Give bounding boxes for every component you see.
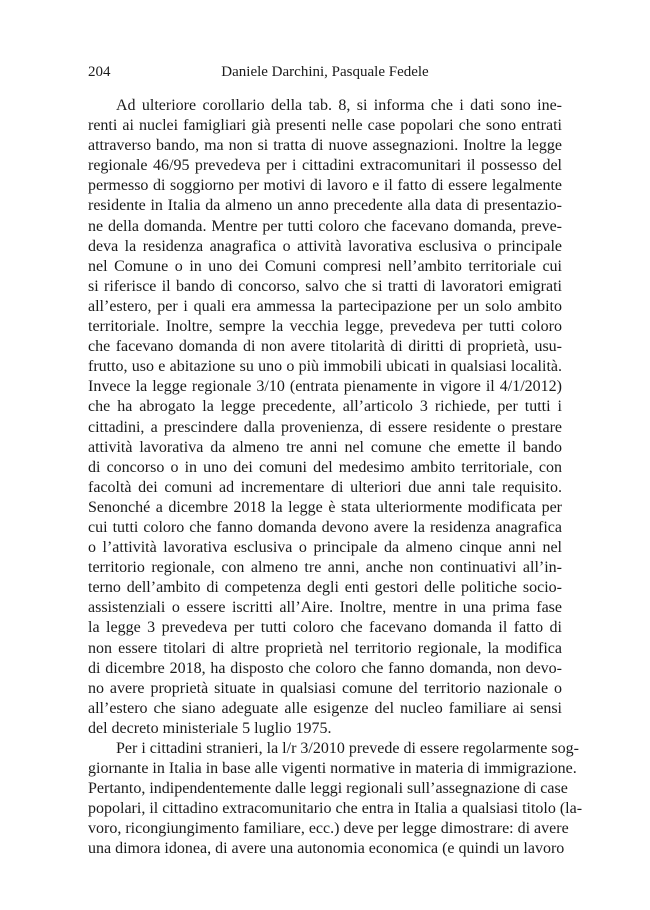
text-line: cittadini, a prescindere dalla provenienza, di essere residente o prestare xyxy=(88,418,562,436)
text-line: di dicembre 2018, ha disposto che coloro che fanno domanda, non devo- xyxy=(88,659,562,677)
text-line: Pertanto, indipendentemente dalle leggi regionali sull’assegnazione di case xyxy=(88,780,568,798)
paragraph xyxy=(88,739,583,860)
text-line: giornante in Italia in base alle vigenti normative in materia di immigrazione. xyxy=(88,760,577,778)
text-line: del decreto ministeriale 5 luglio 1975. xyxy=(88,719,332,737)
text-line: deva la residenza anagrafica o attività lavorativa esclusiva o principale xyxy=(88,237,562,255)
text-line: attività lavorativa da almeno tre anni nel comune che emette il bando xyxy=(88,438,562,456)
text-line: regionale 46/95 prevedeva per i cittadini extracomunitari il possesso del xyxy=(88,157,562,175)
text-line: che ha abrogato la legge precedente, all’articolo 3 richiede, per tutti i xyxy=(88,398,562,416)
text-line: attraverso bando, ma non si tratta di nuove assegnazioni. Inoltre la legge xyxy=(88,137,562,155)
text-line: popolari, il cittadino extracomunitario che entra in Italia a qualsiasi titolo (la- xyxy=(88,800,583,818)
running-title: Daniele Darchini, Pasquale Fedele xyxy=(221,64,429,80)
text-line: Senonché a dicembre 2018 la legge è stata ulteriormente modificata per xyxy=(88,498,562,516)
text-line: non essere titolari di altre proprietà nel territorio regionale, la modifica xyxy=(88,639,562,657)
text-line: territorio regionale, con almeno tre anni, anche non continuativi all’in- xyxy=(88,559,562,577)
text-line: la legge 3 prevedeva per tutti coloro che facevano domanda il fatto di xyxy=(88,619,562,637)
text-line: permesso di soggiorno per motivi di lavoro e il fatto di essere legalmente xyxy=(88,177,562,195)
text-line: voro, ricongiungimento familiare, ecc.) deve per legge dimostrare: di avere xyxy=(88,820,569,838)
text-line: di concorso o in uno dei comuni del medesimo ambito territoriale, con xyxy=(88,458,562,476)
text-line: assistenziali o essere iscritti all’Aire. Inoltre, mentre in una prima fase xyxy=(88,599,562,617)
text-line: renti ai nuclei famigliari già presenti nelle case popolari che sono entrati xyxy=(88,117,562,135)
text-line: facoltà dei comuni ad incrementare di ulteriori due anni tale requisito. xyxy=(88,478,562,496)
text-line: una dimora idonea, di avere una autonomia economica (e quindi un lavoro xyxy=(88,840,565,858)
text-line: che facevano domanda di non avere titolarità di diritti di proprietà, usu- xyxy=(88,338,562,356)
running-head xyxy=(88,62,562,82)
text-line: territoriale. Inoltre, sempre la vecchia legge, prevedeva per tutti coloro xyxy=(88,318,562,336)
text-line: si riferisce il bando di concorso, salvo che si tratti di lavoratori emigrati xyxy=(88,277,562,295)
text-line: cui tutti coloro che fanno domanda devono avere la residenza anagrafica xyxy=(88,518,562,536)
text-line: nel Comune o in uno dei Comuni compresi nell’ambito territoriale cui xyxy=(88,257,562,275)
text-line: all’estero che siano adeguate alle esigenze del nucleo familiare ai sensi xyxy=(88,699,562,717)
text-line: all’estero, per i quali era ammessa la partecipazione per un solo ambito xyxy=(88,297,562,315)
text-line: no avere proprietà situate in qualsiasi comune del territorio nazionale o xyxy=(88,679,562,697)
text-line: Per i cittadini stranieri, la l/r 3/2010 prevede di essere regolarmente sog- xyxy=(116,740,579,757)
text-line: Ad ulteriore corollario della tab. 8, si informa che i dati sono ine- xyxy=(116,97,562,114)
text-line: o l’attività lavorativa esclusiva o principale da almeno cinque anni nel xyxy=(88,539,562,557)
body-text xyxy=(88,96,583,860)
text-line: ne della domanda. Mentre per tutti coloro che facevano domanda, preve- xyxy=(88,217,562,235)
page-number: 204 xyxy=(88,64,111,80)
text-line: terno dell’ambito di competenza degli enti gestori delle politiche socio- xyxy=(88,579,562,597)
text-line: Invece la legge regionale 3/10 (entrata pienamente in vigore il 4/1/2012) xyxy=(88,378,562,396)
text-line: frutto, uso e abitazione su uno o più immobili ubicati in qualsiasi località. xyxy=(88,358,562,376)
text-line: residente in Italia da almeno un anno precedente alla data di presentazio- xyxy=(88,197,562,215)
paragraph xyxy=(88,96,562,739)
